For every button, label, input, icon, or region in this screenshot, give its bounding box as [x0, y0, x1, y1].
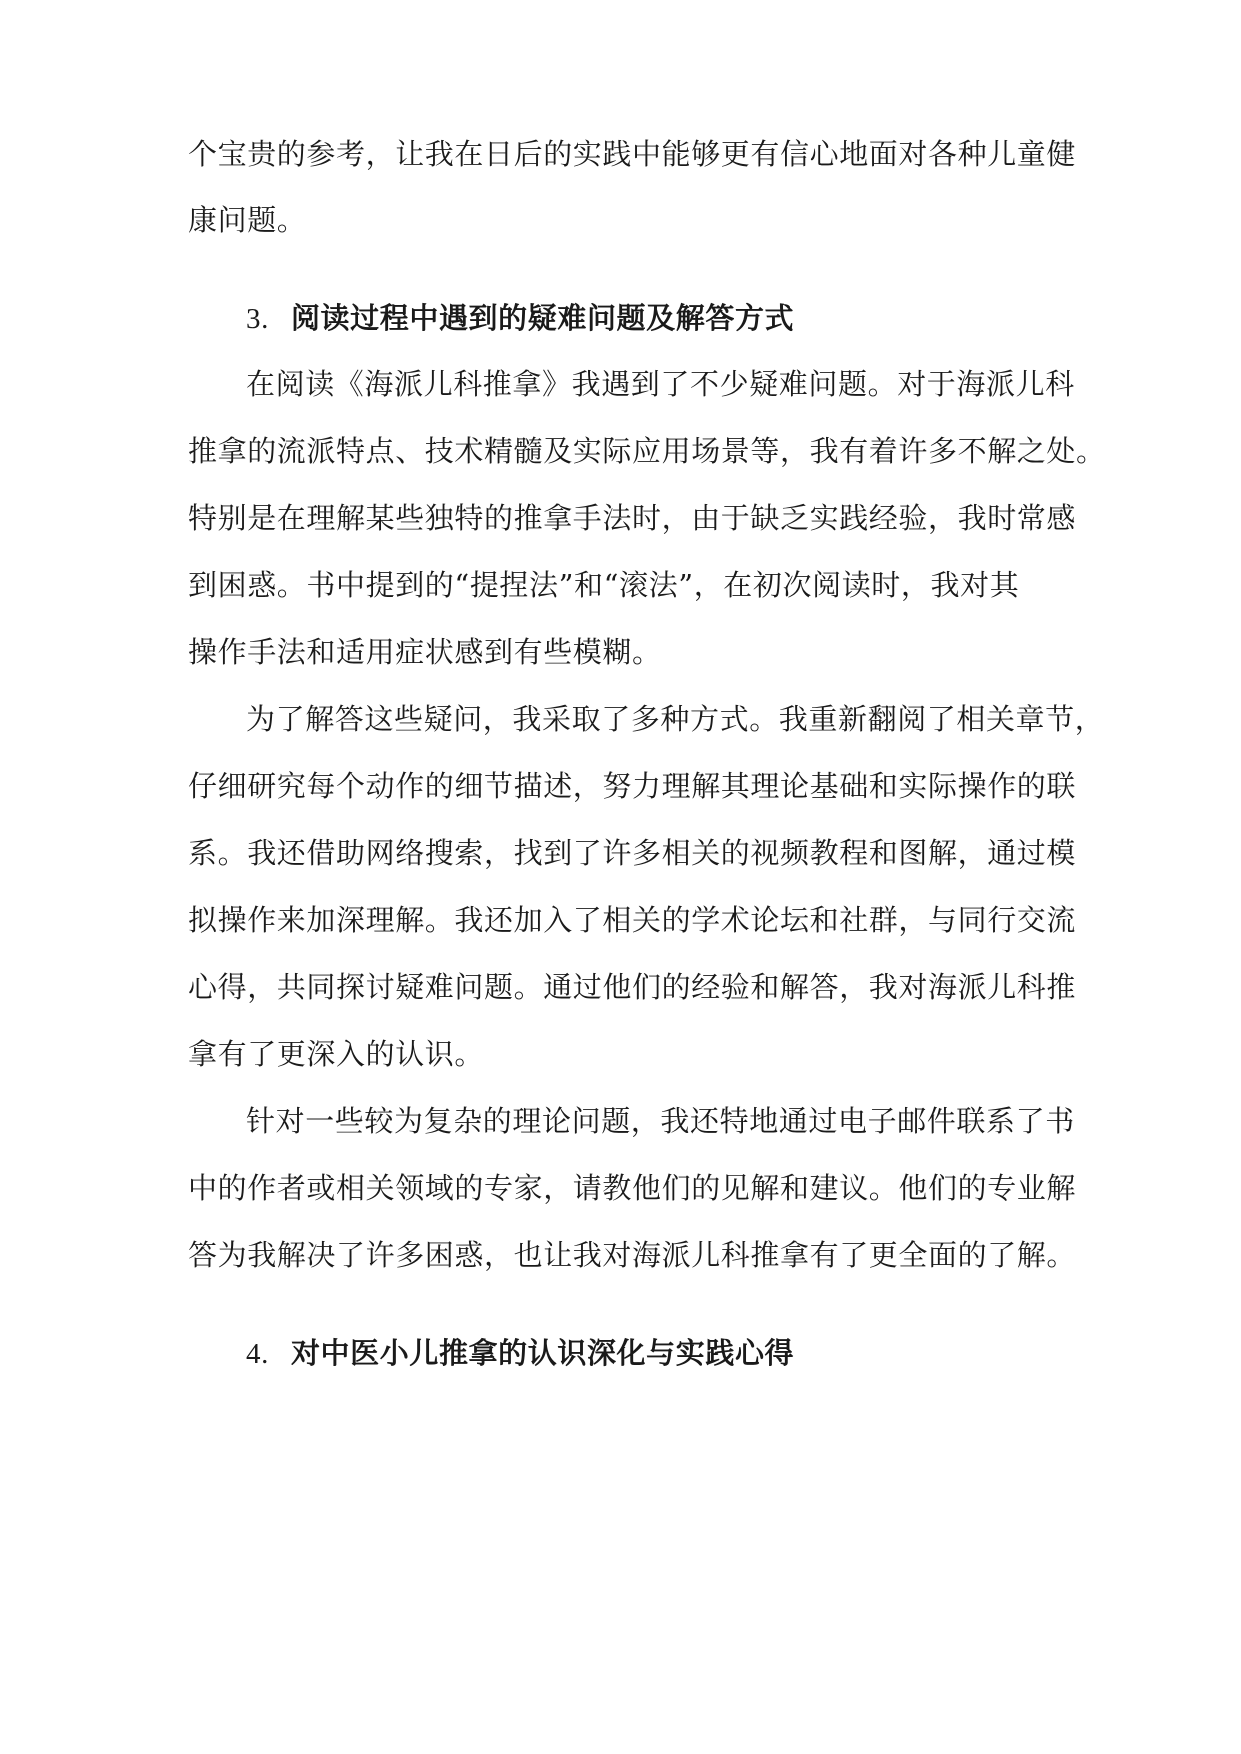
paragraph-line: 为了解答这些疑问，我采取了多种方式。我重新翻阅了相关章节，: [246, 702, 1105, 736]
paragraph-line: 中的作者或相关领域的专家，请教他们的见解和建议。他们的专业解: [188, 1171, 1077, 1205]
section-number: 3.: [246, 303, 269, 335]
paragraph-line: 康问题。: [188, 203, 307, 237]
paragraph-line: 针对一些较为复杂的理论问题，我还特地通过电子邮件联系了书: [246, 1104, 1075, 1138]
section-heading-4: [246, 1333, 794, 1374]
section-title: 对中医小儿推拿的认识深化与实践心得: [290, 1336, 795, 1370]
section-heading-3: [246, 298, 794, 339]
paragraph-line: 拿有了更深入的认识。: [188, 1037, 485, 1071]
paragraph-line: 在阅读《海派儿科推拿》我遇到了不少疑难问题。对于海派儿科: [246, 367, 1075, 401]
section-title: 阅读过程中遇到的疑难问题及解答方式: [290, 301, 795, 335]
paragraph-line: 特别是在理解某些独特的推拿手法时，由于缺乏实践经验，我时常感: [188, 501, 1077, 535]
paragraph-line: 系。我还借助网络搜索，找到了许多相关的视频教程和图解，通过模: [188, 836, 1077, 870]
paragraph-line: 答为我解决了许多困惑，也让我对海派儿科推拿有了更全面的了解。: [188, 1238, 1077, 1272]
paragraph-line: 到困惑。书中提到的“提捏法”和“滚法”，在初次阅读时，我对其: [188, 568, 1020, 602]
paragraph-line: 操作手法和适用症状感到有些模糊。: [188, 635, 662, 669]
paragraph-line: 仔细研究每个动作的细节描述，努力理解其理论基础和实际操作的联: [188, 769, 1077, 803]
paragraph-line: 推拿的流派特点、技术精髓及实际应用场景等，我有着许多不解之处。: [188, 434, 1106, 468]
section-number: 4.: [246, 1338, 269, 1370]
paragraph-line: 个宝贵的参考，让我在日后的实践中能够更有信心地面对各种儿童健: [188, 137, 1077, 171]
paragraph-line: 拟操作来加深理解。我还加入了相关的学术论坛和社群，与同行交流: [188, 903, 1077, 937]
paragraph-line: 心得，共同探讨疑难问题。通过他们的经验和解答，我对海派儿科推: [188, 970, 1077, 1004]
